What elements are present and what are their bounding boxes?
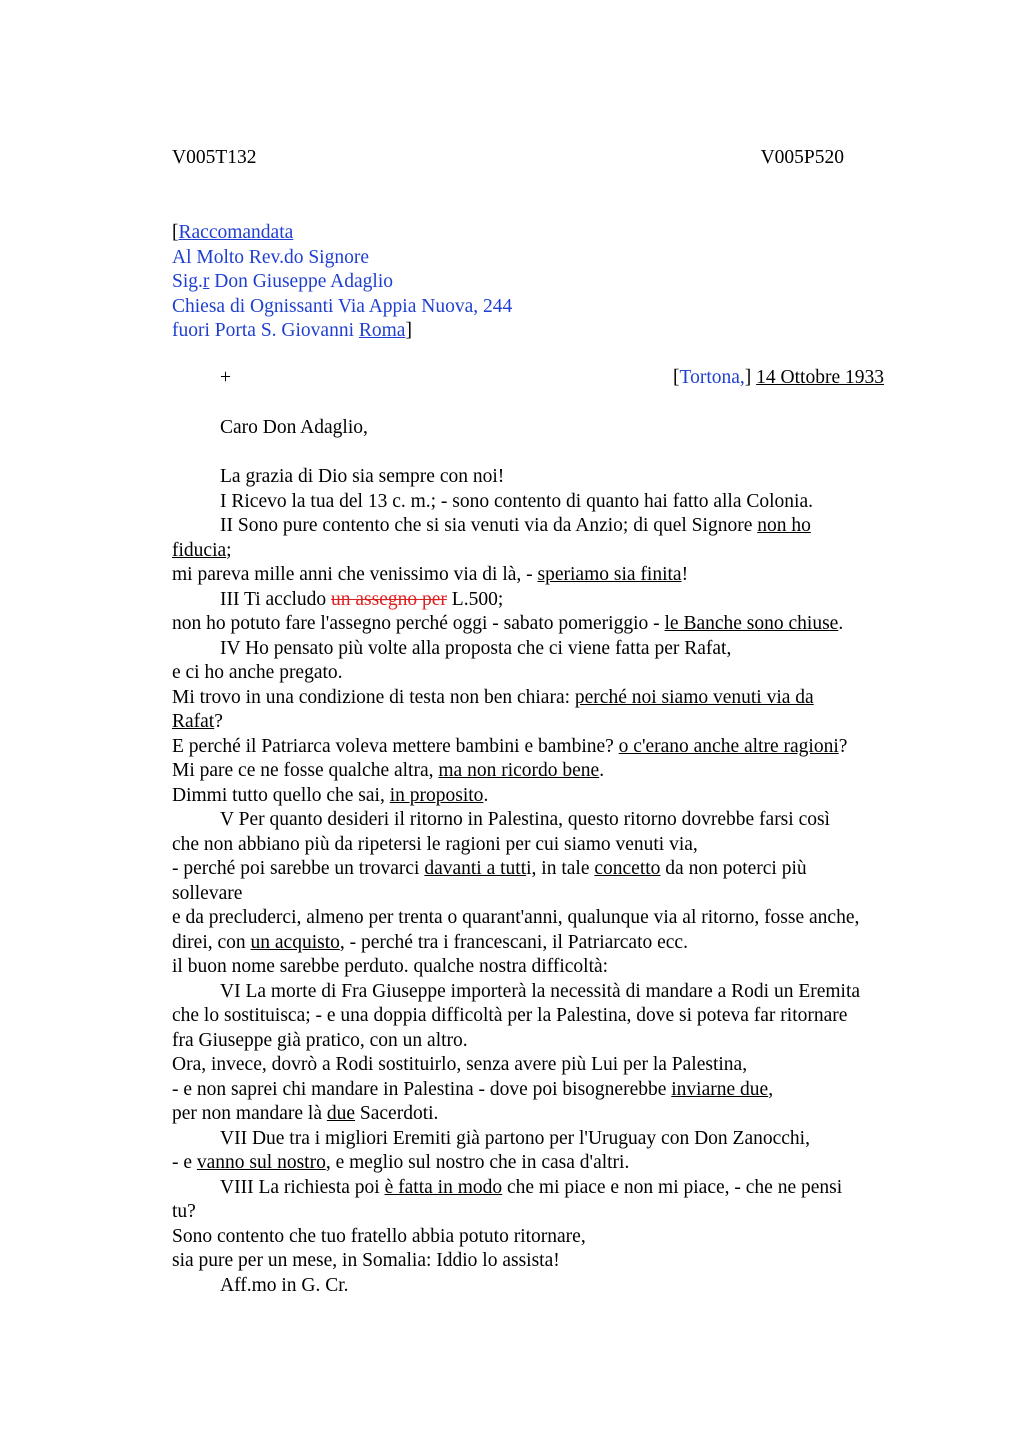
paragraph-9: Sono contento che tuo fratello abbia potuto ritornare, [172,1225,586,1247]
paragraph-1: I Ricevo la tua del 13 c. m.; - sono contento di quanto hai fatto alla Colonia. [220,490,813,512]
document-code-right: V005P520 [760,147,844,168]
text: ? [214,711,223,732]
text: ? [838,735,848,757]
text: per non mandare là [172,1103,327,1124]
underlined-text: fiducia [172,539,227,561]
address-line-4: Chiesa di Ognissanti Via Appia Nuova, 244 [172,295,513,317]
paragraph-3 [172,588,912,613]
bracket-open: [ [673,367,680,388]
paragraph-4-line-5 [172,735,912,760]
text: VIII La richiesta poi [220,1176,385,1198]
underlined-text: speriamo sia finita [537,564,682,585]
bracket-close: ] [405,320,412,341]
text: - e [172,1152,197,1173]
text: - perché poi sarebbe un trovarci [172,858,425,879]
text: E perché il Patriarca voleva mettere bambini e bambine? [172,735,619,757]
text: . [483,784,489,806]
paragraph-5-line-2: che non abbiano più da ripetersi le ragioni per cui siamo venuti via, [172,833,698,855]
text: , [768,1078,774,1100]
underlined-text: ma non ricordo bene [438,760,600,781]
underlined-text: davanti a tutt [424,858,527,879]
address-sig: Sig. [172,271,203,292]
address-sig-superscript: r [202,271,210,292]
text: . [599,760,605,781]
paragraph-3-cont [172,612,912,637]
underlined-text: perché noi siamo venuti via da [574,686,814,708]
paragraph-4-line-6 [172,759,912,784]
paragraph-6: VI La morte di Fra Giuseppe importerà la necessità di mandare a Rodi un Eremita [220,980,861,1002]
struck-text: un assegno per [331,588,447,610]
text: L.500; [446,588,504,610]
spacer [172,441,912,466]
text: ! [681,564,689,585]
paragraph-5-line-4: sollevare [172,882,243,904]
document-code-left: V005T132 [172,147,257,168]
text: II Sono pure contento che si sia venuti via da Anzio; di quel Signore [220,515,758,536]
address-city: Roma [358,320,406,341]
paragraph-2 [172,514,912,539]
paragraph-5-line-6 [172,931,912,956]
closing: Aff.mo in G. Cr. [220,1274,349,1296]
underlined-text: vanno sul nostro [196,1152,326,1173]
paragraph-4-line-3 [172,686,912,711]
text: Dimmi tutto quello che sai, [172,784,390,806]
text: non ho potuto fare l'assegno perché oggi - sabato pomeriggio - [172,613,665,634]
text: Mi pare ce ne fosse qualche altra, [172,760,439,781]
letter-date: 14 Ottobre 1933 [756,367,884,388]
paragraph-9-line-2: sia pure per un mese, in Somalia: Iddio lo assista! [172,1250,560,1271]
address-porta: fuori Porta S. Giovanni [172,320,359,341]
letter-body [172,416,912,1298]
address-registered: Raccomandata [178,222,294,243]
text: da non poterci più [660,858,807,879]
date-place [673,367,884,389]
bracket-close: ] [744,367,757,388]
text: che mi piace e non mi piace, - che ne pensi [502,1176,843,1198]
address-line-1 [172,221,512,246]
paragraph-4-line-4 [172,710,912,735]
underlined-text: o c'erano anche altre ragioni [618,735,839,757]
address-line-5 [172,319,512,344]
paragraph-5: V Per quanto desideri il ritorno in Palestina, questo ritorno dovrebbe farsi così [220,809,830,830]
text: , e meglio sul nostro che in casa d'altri. [325,1152,630,1173]
address-line-2: Al Molto Rev.do Signore [172,246,369,268]
text: mi pareva mille anni che venissimo via di là, - [172,564,538,585]
paragraph-2-line-3 [172,563,912,588]
paragraph-5-line-5: e da precluderci, almeno per trenta o quarant'anni, qualunque via al ritorno, fosse anche, [172,907,860,928]
cross-mark: + [220,367,231,388]
paragraph-6-line-5 [172,1078,912,1103]
text: ; [226,539,232,561]
text: i, in tale [526,858,595,879]
text: , - perché tra i francescani, il Patriarcato ecc. [339,931,688,953]
bracket-open: [ [172,222,179,243]
underlined-text: concetto [594,858,661,879]
underlined-text: non ho [757,515,811,536]
address-line-3 [172,270,512,295]
paragraph-7: VII Due tra i migliori Eremiti già partono per l'Uruguay con Don Zanocchi, [220,1127,810,1149]
text: Mi trovo in una condizione di testa non ben chiara: [172,686,575,708]
paragraph-5-line-7: il buon nome sarebbe perduto. qualche nostra difficoltà: [172,956,609,977]
paragraph-4: IV Ho pensato più volte alla proposta che ci viene fatta per Rafat, [220,637,732,659]
paragraph-8-line-2: tu? [172,1201,196,1222]
paragraph-4-line-7 [172,784,912,809]
dateline [172,367,884,392]
salutation: Caro Don Adaglio, [220,417,368,438]
paragraph-6-line-3: fra Giuseppe già pratico, con un altro. [172,1029,468,1051]
underlined-text: due [326,1103,356,1124]
underlined-text: inviarne due [671,1078,769,1100]
greeting: La grazia di Dio sia sempre con noi! [220,466,505,487]
paragraph-6-line-2: che lo sostituisca; - e una doppia difficoltà per la Palestina, dove si poteva far ritornare [172,1005,848,1026]
paragraph-8 [172,1176,912,1201]
paragraph-6-line-6 [172,1102,912,1127]
text: III Ti accludo [220,588,332,610]
address-recipient: Don Giuseppe Adaglio [209,271,393,292]
text: Sacerdoti. [355,1103,439,1124]
underlined-text: Rafat [172,711,215,732]
text: direi, con [172,931,251,953]
paragraph-7-line-2 [172,1151,912,1176]
address-block [172,221,512,344]
text: . [838,613,844,634]
paragraph-4-line-2: e ci ho anche pregato. [172,662,343,683]
underlined-text: un acquisto [250,931,340,953]
underlined-text: le Banche sono chiuse [664,613,839,634]
paragraph-5-line-3 [172,857,912,882]
text: - e non saprei chi mandare in Palestina - dove poi bisognerebbe [172,1078,672,1100]
paragraph-2-cont [172,539,912,564]
underlined-text: in proposito [389,784,484,806]
place-name: Tortona, [679,367,745,388]
underlined-text: è fatta in modo [384,1176,503,1198]
paragraph-6-line-4: Ora, invece, dovrò a Rodi sostituirlo, senza avere più Lui per la Palestina, [172,1054,748,1075]
